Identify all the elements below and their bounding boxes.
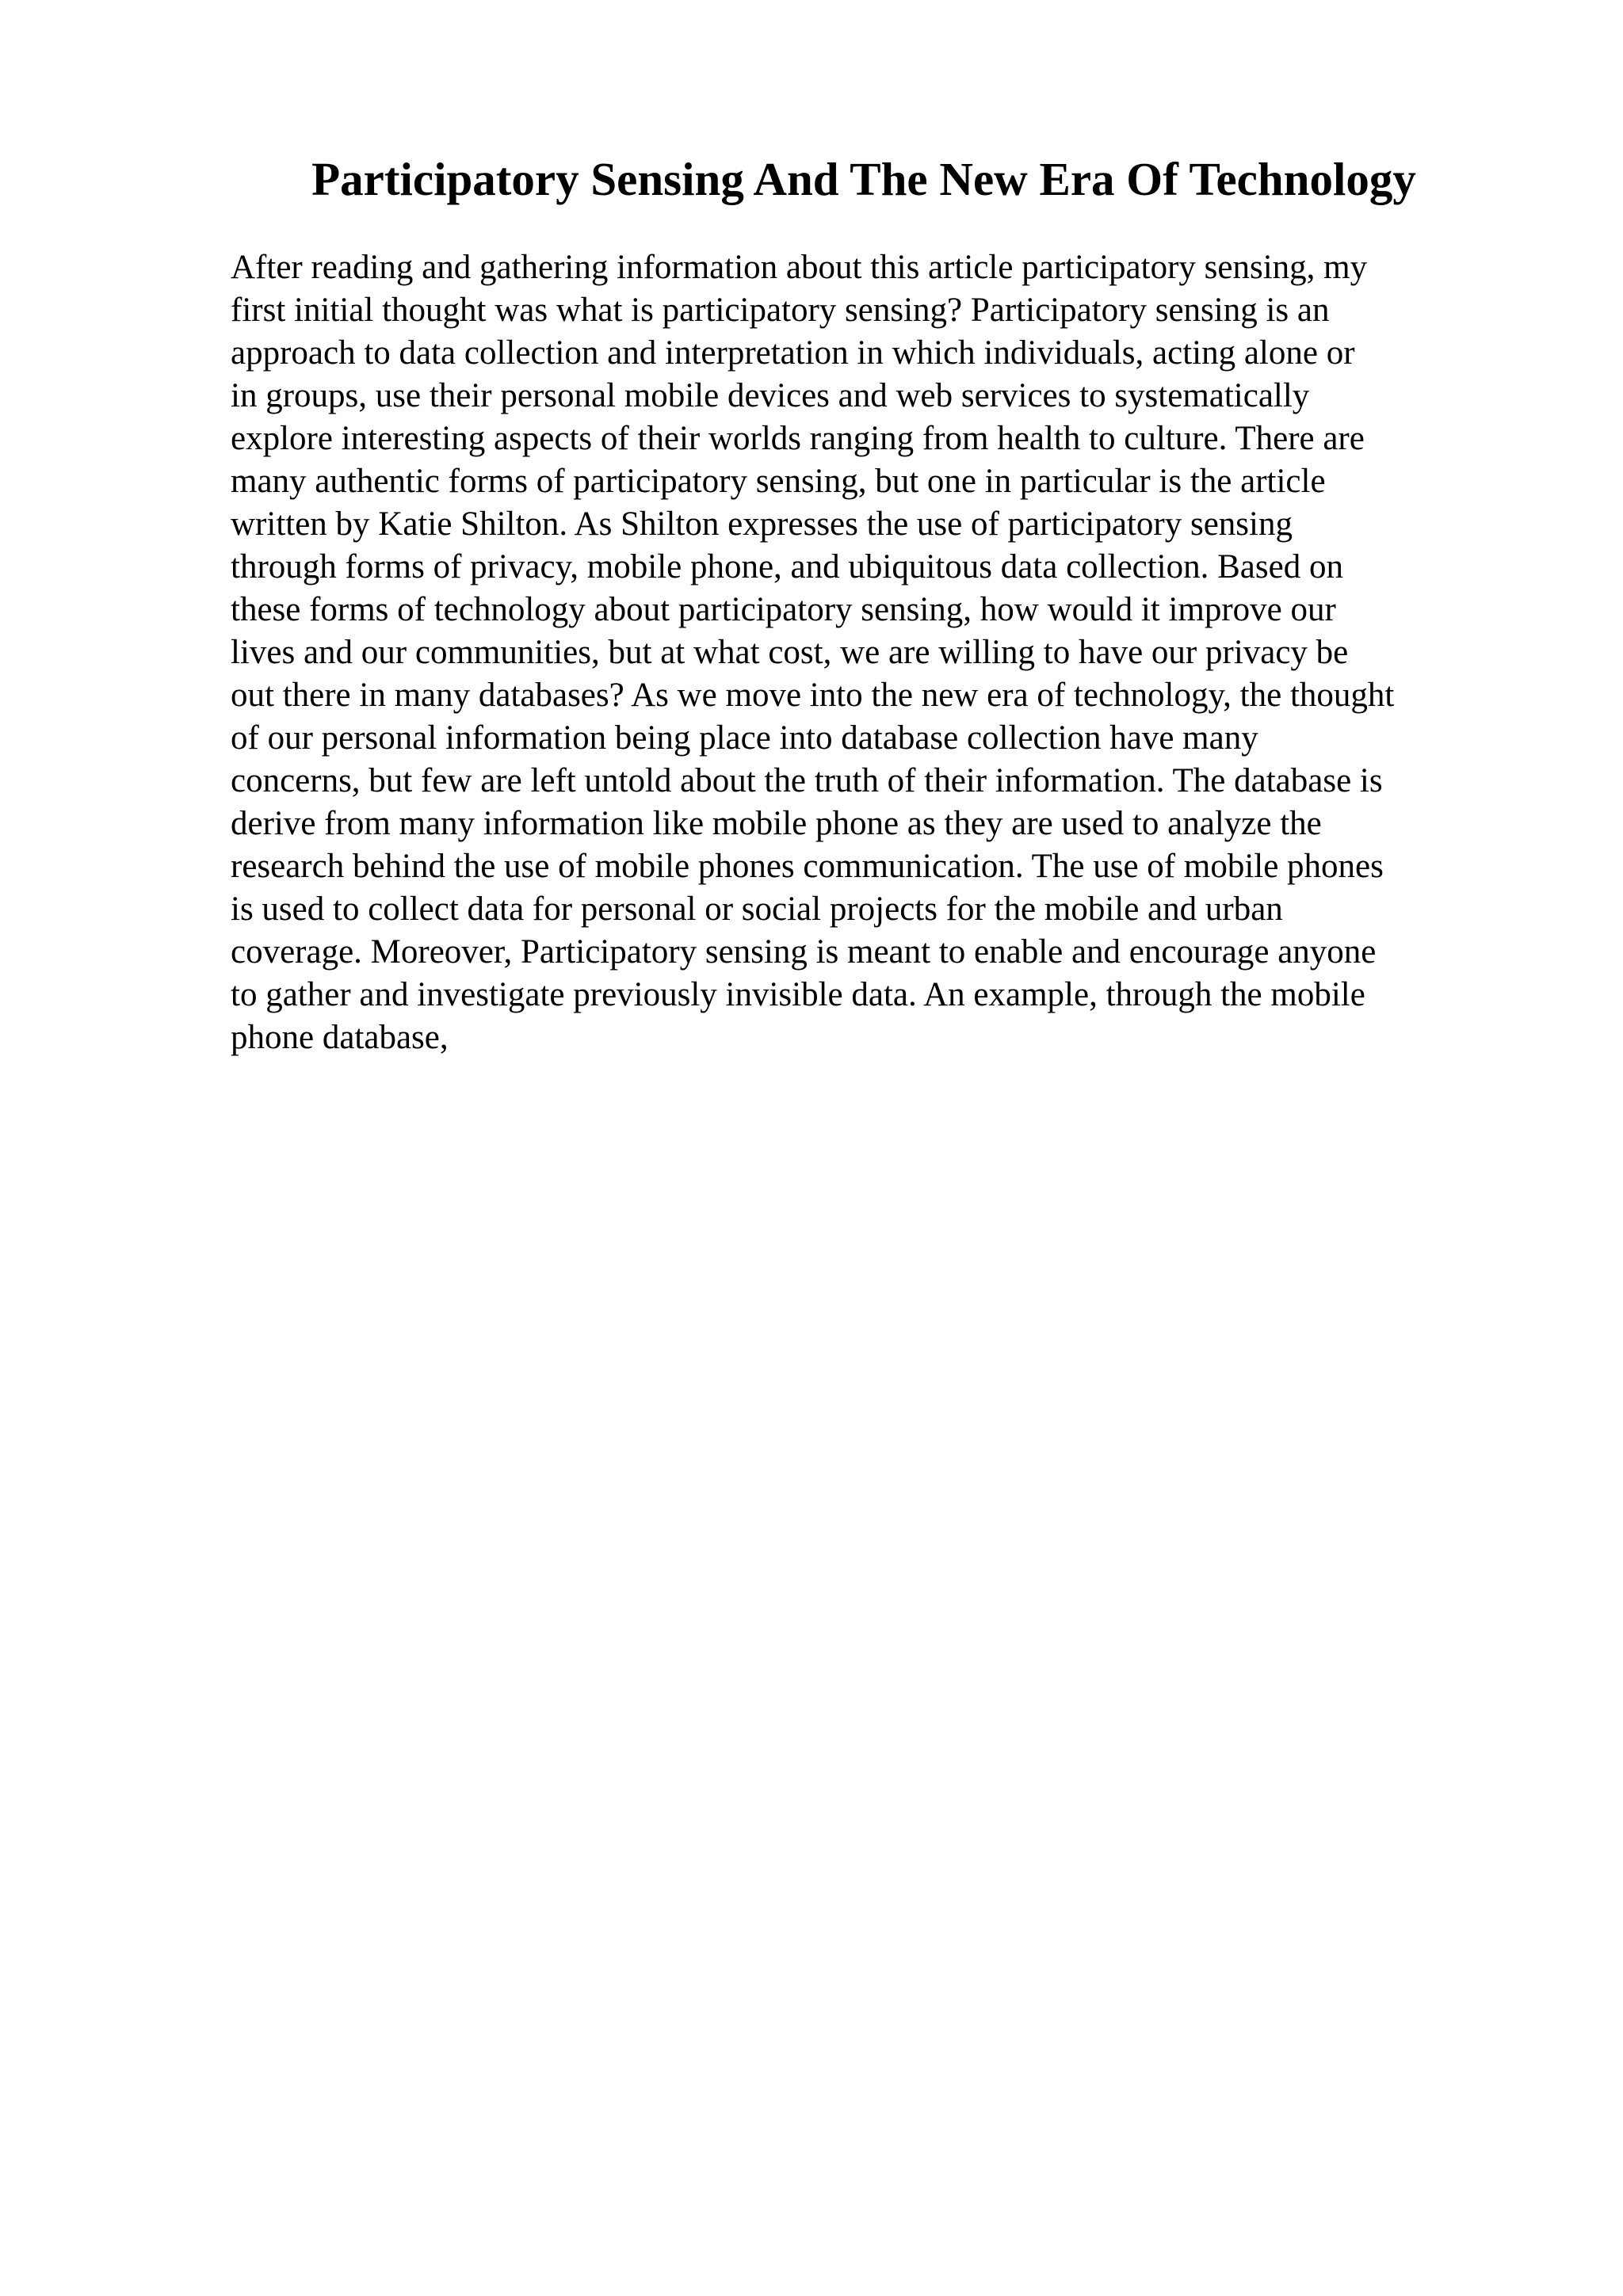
body-line: After reading and gathering information about this article participatory sensing, my <box>231 249 1368 286</box>
body-line: to gather and investigate previously invisible data. An example, through the mobile <box>231 976 1365 1013</box>
document-title: Participatory Sensing And The New Era Of Technology <box>311 153 1416 205</box>
body-line: of our personal information being place into database collection have many <box>231 719 1258 757</box>
body-line: is used to collect data for personal or social projects for the mobile and urban <box>231 891 1283 928</box>
body-line: first initial thought was what is participatory sensing? Participatory sensing is an <box>231 292 1330 329</box>
body-line: written by Katie Shilton. As Shilton expresses the use of participatory sensing <box>231 505 1293 543</box>
body-line: explore interesting aspects of their worlds ranging from health to culture. There are <box>231 420 1365 457</box>
body-line: out there in many databases? As we move into the new era of technology, the thought <box>231 677 1395 714</box>
body-line: these forms of technology about participatory sensing, how would it improve our <box>231 591 1336 628</box>
body-line: lives and our communities, but at what cost, we are willing to have our privacy be <box>231 634 1349 671</box>
body-line: approach to data collection and interpretation in which individuals, acting alone or <box>231 334 1355 372</box>
body-line: phone database, <box>231 1019 449 1056</box>
body-line: derive from many information like mobile phone as they are used to analyze the <box>231 805 1322 842</box>
body-line: concerns, but few are left untold about the truth of their information. The database is <box>231 762 1383 799</box>
body-line: research behind the use of mobile phones communication. The use of mobile phones <box>231 848 1384 885</box>
body-line: through forms of privacy, mobile phone, and ubiquitous data collection. Based on <box>231 548 1343 585</box>
document-body <box>231 246 1514 1059</box>
body-line: coverage. Moreover, Participatory sensing is meant to enable and encourage anyone <box>231 933 1377 971</box>
body-line: in groups, use their personal mobile devices and web services to systematically <box>231 377 1310 414</box>
body-line: many authentic forms of participatory sensing, but one in particular is the article <box>231 463 1326 500</box>
